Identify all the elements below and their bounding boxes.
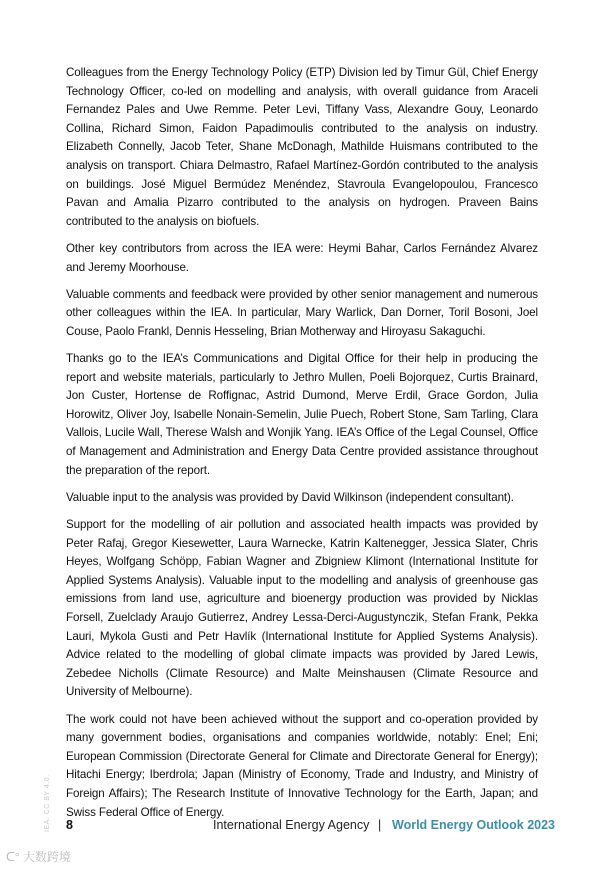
paragraph-etp-contributors: Colleagues from the Energy Technology Policy (ETP) Division led by Timur Gül, Chief Energy Technology Officer, co-led on modelling and analysis, with overall guidance from Araceli Fernandez Pales and Uwe Remme. Peter Levi, Tiffany Vass, Alexandre Gouy, Leonardo Collina, Richard Simon, Faidon Papadimoulis contributed to the analysis on industry. Elizabeth Connelly, Jacob Teter, Shane McDonagh, Mathilde Huismans contributed to the analysis on transport. Chiara Delmastro, Rafael Martínez-Gordón contributed to the analysis on buildings. José Miguel Bermúdez Menéndez, Stavroula Evangelopoulou, Francesco Pavan and Amalia Pizarro contributed to the analysis on hydrogen. Praveen Bains contributed to the analysis on biofuels. bbox=[66, 66, 538, 228]
footer-publication-title: World Energy Outlook 2023 bbox=[392, 818, 556, 832]
logo-icon: ᑕ° bbox=[6, 850, 20, 864]
license-watermark: IEA. CC BY 4.0. bbox=[44, 774, 51, 832]
document-body bbox=[66, 64, 538, 831]
paragraph-other-contributors: Other key contributors from across the IEA were: Heymi Bahar, Carlos Fernández Alvarez and Jeremy Moorhouse. bbox=[66, 241, 538, 274]
paragraph-iiasa-support: Support for the modelling of air pollution and associated health impacts was provided by Peter Rafaj, Gregor Kiesewetter, Laura Warnecke, Katrin Kaltenegger, Jessica Slater, Chris Heyes, Wolfgang Schöpp, Fabian Wagner and Zbigniew Klimont (International Institute for Applied Systems Analysis). Valuable input to the modelling and analysis of greenhouse gas emissions from land use, agriculture and bioenergy production was provided by Nicklas Forsell, Zuelclady Araujo Gutierrez, Andrey Lessa-Derci-Augustynczik, Stefan Frank, Pekka Lauri, Mykola Gusti and Petr Havlík (International Institute for Applied Systems Analysis). Advice related to the modelling of global climate impacts was provided by Jared Lewis, Zebedee Nicholls (Climate Resource) and Malte Meinshausen (Climate Resource and University of Melbourne). bbox=[66, 518, 538, 699]
paragraph-senior-management: Valuable comments and feedback were provided by other senior management and numerous other colleagues within the IEA. In particular, Mary Warlick, Dan Dorner, Toril Bosoni, Joel Couse, Paolo Frankl, Dennis Hesseling, Brian Motherway and Hiroyasu Sakaguchi. bbox=[66, 287, 538, 338]
paragraph-consultant: Valuable input to the analysis was provided by David Wilkinson (independent consultant). bbox=[66, 490, 514, 504]
paragraph-communications: Thanks go to the IEA’s Communications and Digital Office for their help in producing the report and website materials, particularly to Jethro Mullen, Poeli Bojorquez, Curtis Brainard, Jon Custer, Hortense de Roffignac, Astrid Dumond, Merve Erdil, Grace Gordon, Julia Horowitz, Oliver Joy, Isabelle Nonain-Semelin, Julie Puech, Robert Stone, Sam Tarling, Clara Vallois, Lucile Wall, Therese Walsh and Wonjik Yang. IEA’s Office of the Legal Counsel, Office of Management and Administration and Energy Data Centre provided assistance throughout the preparation of the report. bbox=[66, 352, 538, 477]
footer-agency: International Energy Agency bbox=[213, 818, 370, 832]
logo-text: 大数跨境 bbox=[22, 850, 71, 864]
corner-logo bbox=[6, 848, 71, 865]
page-number: 8 bbox=[66, 818, 73, 832]
paragraph-organisations: The work could not have been achieved without the support and co-operation provided by many government bodies, organisations and companies worldwide, notably: Enel; Eni; European Commission (Directorate General for Climate and Directorate General for Energy); Hitachi Energy; Iberdrola; Japan (Ministry of Economy, Trade and Industry, and Ministry of Foreign Affairs); The Research Institute of Innovative Technology for the Earth, Japan; and Swiss Federal Office of Energy. bbox=[66, 712, 538, 819]
footer-separator: | bbox=[378, 818, 382, 832]
